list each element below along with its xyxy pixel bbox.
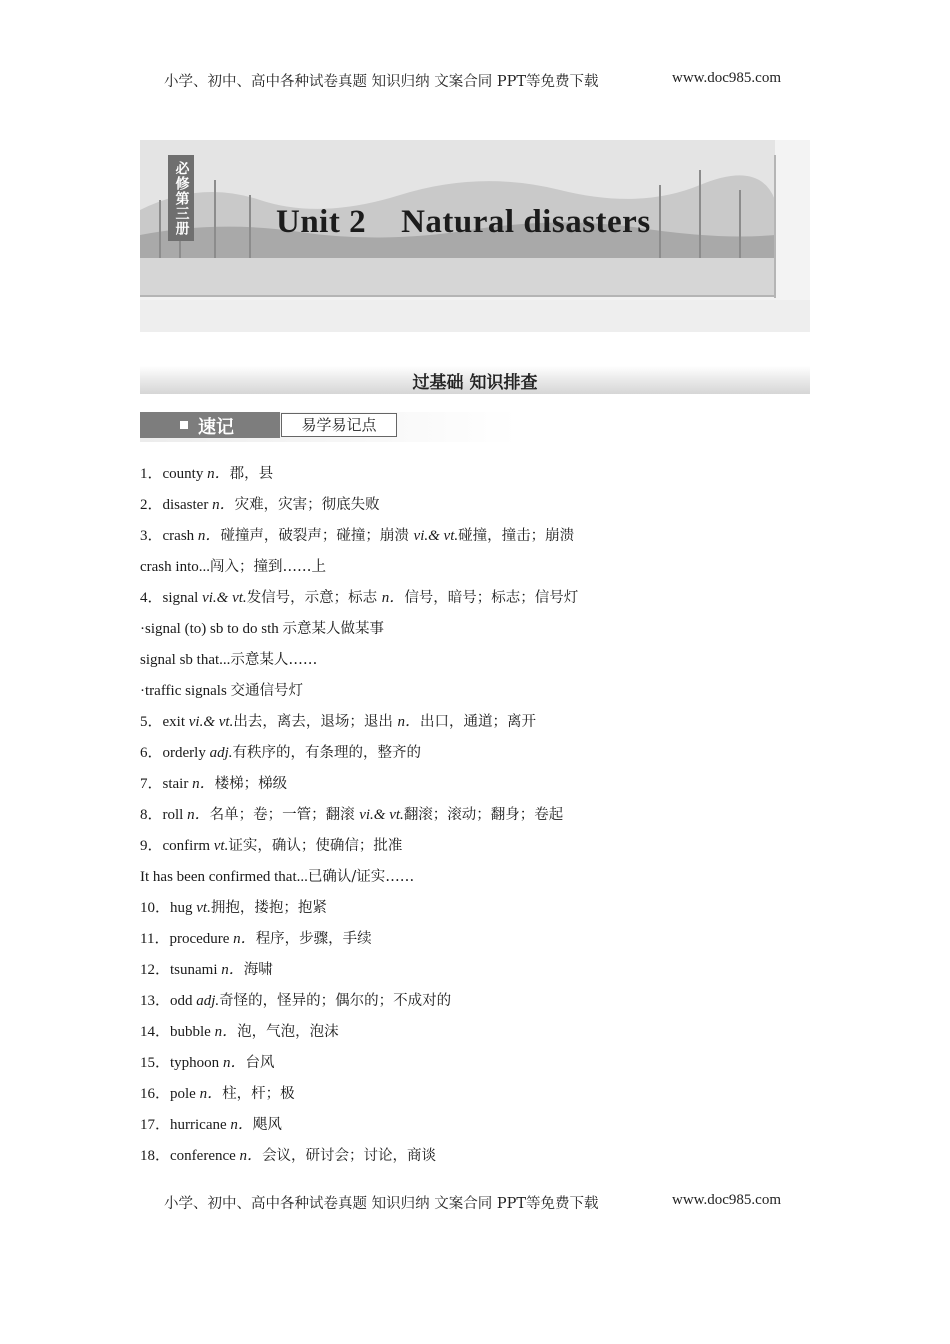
- vocab-entry: [140, 896, 820, 927]
- vocab-word: county: [162, 466, 208, 482]
- part-of-speech: vt.: [196, 900, 211, 916]
- vocab-word: tsunami: [170, 962, 222, 978]
- part-of-speech: n．: [207, 466, 230, 482]
- vocab-entry: [140, 803, 820, 834]
- section-bar: [140, 366, 810, 394]
- vocab-word: typhoon: [170, 1055, 223, 1071]
- vocab-number: 11．: [140, 931, 170, 947]
- vocab-meaning: 交通信号灯: [230, 683, 304, 699]
- part-of-speech: n．: [212, 497, 235, 513]
- part-of-speech: n．: [192, 776, 215, 792]
- vocab-entry: [140, 1082, 820, 1113]
- section-title: 过基础 知识排查: [412, 373, 538, 393]
- part-of-speech: vt.: [213, 838, 229, 854]
- vocab-word: exit: [162, 714, 189, 730]
- part-of-speech: n．: [197, 528, 221, 544]
- vocab-meaning: 闯入；撞到……上: [209, 559, 326, 575]
- vocab-meaning: 郡，县: [229, 466, 274, 482]
- unit-banner: [140, 140, 810, 332]
- footer-left-text: 小学、初中、高中各种试卷真题 知识归纳 文案合同 PPT等免费下载: [164, 1196, 599, 1212]
- vocab-meaning: 有秩序的，有条理的，整齐的: [232, 745, 422, 761]
- vocab-meaning: 海啸: [243, 962, 273, 978]
- vocab-entry: [140, 617, 820, 648]
- part-of-speech: n．: [199, 1086, 223, 1102]
- vocab-number: 2．: [140, 497, 163, 513]
- vocab-entry: [140, 927, 820, 958]
- part-of-speech: n．: [222, 1055, 246, 1071]
- part-of-speech: adj.: [209, 745, 233, 761]
- part-of-speech: adj.: [196, 993, 220, 1009]
- vocab-entry: [140, 741, 820, 772]
- vocab-entry: [140, 1144, 820, 1175]
- vocab-word: procedure: [169, 931, 234, 947]
- vocab-number: 4．: [140, 590, 163, 606]
- vocab-meaning: 灾难，灾害；彻底失败: [234, 497, 380, 513]
- vocab-meaning: 示意某人做某事: [282, 621, 384, 637]
- vocab-number: 7．: [140, 776, 163, 792]
- vocab-entry: [140, 1051, 820, 1082]
- vocab-meaning: 泡，气泡，泡沫: [237, 1024, 339, 1040]
- vocab-word: confirm: [162, 838, 214, 854]
- part-of-speech-2: vi.& vt.: [413, 528, 459, 544]
- vocab-word: conference: [170, 1148, 240, 1164]
- quick-memo-label-box: [140, 412, 280, 438]
- footer-url: www.doc985.com: [672, 1192, 782, 1208]
- vocab-meaning-2: 碰撞，撞击；崩溃: [458, 528, 575, 544]
- vocab-meaning: 证实，确认；使确信；批准: [228, 838, 403, 854]
- vocab-meaning: 会议，研讨会；讨论，商谈: [262, 1148, 437, 1164]
- part-of-speech: n．: [214, 1024, 238, 1040]
- vocab-meaning: 碰撞声，破裂声；碰撞；崩溃: [220, 528, 414, 544]
- part-of-speech: n．: [187, 807, 210, 823]
- vocab-word: ·signal (to) sb to do sth: [140, 621, 283, 637]
- vocab-number: 9．: [140, 838, 163, 854]
- part-of-speech: n．: [221, 962, 244, 978]
- vocab-list: [140, 462, 820, 1175]
- vocab-word: crash: [162, 528, 198, 544]
- vocab-entry: [140, 586, 820, 617]
- vocab-word: odd: [170, 993, 197, 1009]
- vocab-number: 8．: [140, 807, 163, 823]
- vocab-entry: [140, 834, 820, 865]
- vocab-entry: [140, 772, 820, 803]
- vocab-number: 1．: [140, 466, 163, 482]
- vocab-word: disaster: [162, 497, 213, 513]
- quick-memo-label: 速记: [198, 417, 234, 438]
- vocab-meaning: 发信号，示意；标志: [246, 590, 382, 606]
- part-of-speech-2: n．: [397, 714, 420, 730]
- vocab-meaning: 柱，杆；极: [222, 1086, 295, 1102]
- part-of-speech: vi.& vt.: [202, 590, 247, 606]
- vocab-meaning: 飓风: [252, 1117, 282, 1133]
- vocab-word: stair: [162, 776, 193, 792]
- vocab-word: hug: [170, 900, 197, 916]
- vocab-word: crash into...: [140, 559, 210, 575]
- part-of-speech: n．: [230, 1117, 253, 1133]
- vocab-word: orderly: [162, 745, 210, 761]
- square-bullet-icon: [180, 421, 188, 429]
- vocab-entry: [140, 1020, 820, 1051]
- vocab-meaning-2: 翻滚；滚动；翻身；卷起: [403, 807, 564, 823]
- quick-memo-bar: [140, 412, 517, 442]
- vocab-word: ·traffic signals: [140, 683, 231, 699]
- part-of-speech: n．: [239, 1148, 263, 1164]
- vocab-word: roll: [162, 807, 188, 823]
- vocab-number: 6．: [140, 745, 163, 761]
- vocab-number: 16．: [140, 1086, 171, 1102]
- header-url: www.doc985.com: [672, 70, 782, 86]
- vocab-entry: [140, 524, 820, 555]
- vocab-entry: [140, 1113, 820, 1144]
- vocab-meaning: 拥抱，搂抱；抱紧: [210, 900, 327, 916]
- vocab-word: signal sb that...: [140, 652, 231, 668]
- vocab-entry: [140, 648, 820, 679]
- vocab-number: 15．: [140, 1055, 171, 1071]
- part-of-speech-2: vi.& vt.: [359, 807, 404, 823]
- vocab-word: It has been confirmed that...: [140, 869, 308, 885]
- vocab-meaning: 已确认/证实……: [307, 869, 415, 885]
- vocab-entry: [140, 989, 820, 1020]
- vocab-meaning: 出去，离去，退场；退出: [233, 714, 398, 730]
- textbook-volume-tag: 必修第三册: [168, 155, 194, 241]
- vocab-number: 13．: [140, 993, 171, 1009]
- vocab-number: 3．: [140, 528, 163, 544]
- vocab-meaning: 示意某人……: [230, 652, 318, 668]
- header-left-text: 小学、初中、高中各种试卷真题 知识归纳 文案合同 PPT等免费下载: [164, 74, 599, 90]
- easy-learn-box: 易学易记点: [281, 413, 397, 437]
- vocab-meaning: 名单；卷；一管；翻滚: [209, 807, 360, 823]
- vocab-entry: [140, 710, 820, 741]
- part-of-speech-2: n．: [381, 590, 405, 606]
- vocab-meaning: 台风: [245, 1055, 275, 1071]
- vocab-entry: [140, 958, 820, 989]
- vocab-entry: [140, 493, 820, 524]
- vocab-number: 14．: [140, 1024, 171, 1040]
- vocab-entry: [140, 555, 820, 586]
- part-of-speech: n．: [233, 931, 256, 947]
- unit-title: Unit 2 Natural disasters: [276, 204, 651, 240]
- vocab-word: signal: [162, 590, 203, 606]
- vocab-entry: [140, 865, 820, 896]
- vocab-number: 17．: [140, 1117, 171, 1133]
- vocab-entry: [140, 462, 820, 493]
- vocab-meaning: 楼梯；梯级: [214, 776, 288, 792]
- vocab-number: 5．: [140, 714, 163, 730]
- vocab-number: 12．: [140, 962, 171, 978]
- vocab-word: pole: [170, 1086, 200, 1102]
- vocab-word: bubble: [170, 1024, 215, 1040]
- vocab-number: 10．: [140, 900, 171, 916]
- part-of-speech: vi.& vt.: [188, 714, 234, 730]
- vocab-meaning: 奇怪的，怪异的；偶尔的；不成对的: [219, 993, 452, 1009]
- vocab-meaning-2: 出口，通道；离开: [419, 714, 536, 730]
- vocab-meaning: 程序，步骤，手续: [255, 931, 372, 947]
- vocab-word: hurricane: [170, 1117, 231, 1133]
- vocab-meaning-2: 信号，暗号；标志；信号灯: [404, 590, 579, 606]
- vocab-number: 18．: [140, 1148, 171, 1164]
- vocab-entry: [140, 679, 820, 710]
